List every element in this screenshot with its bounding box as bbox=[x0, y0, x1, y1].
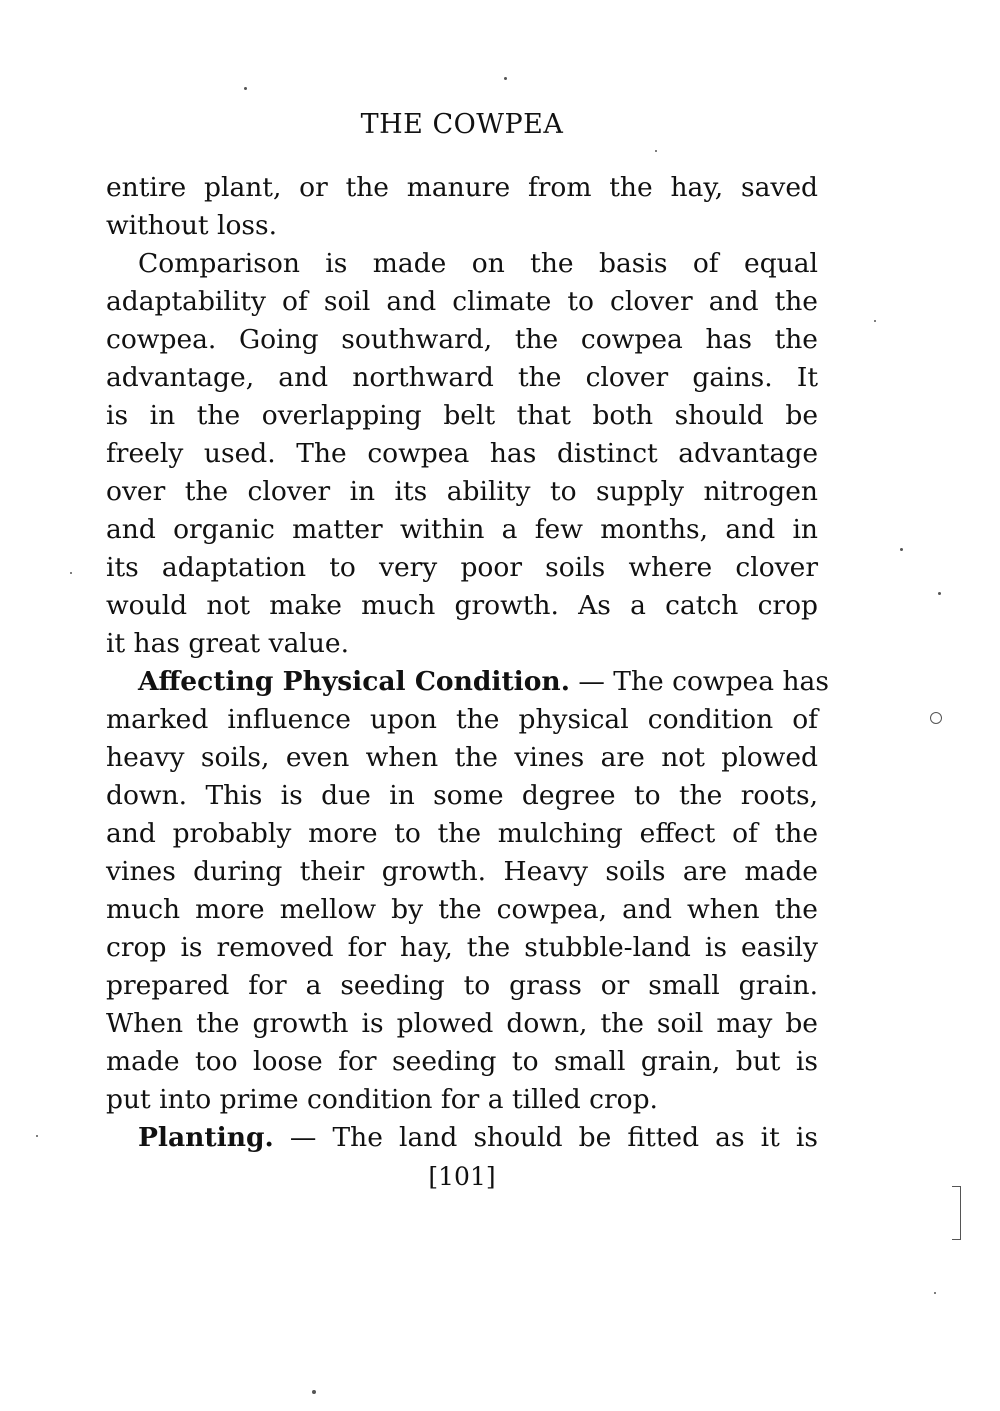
margin-mark bbox=[930, 712, 942, 724]
text-line: down. This is due in some degree to the roots, bbox=[106, 780, 818, 811]
text-line: vines during their growth. Heavy soils are made bbox=[106, 856, 818, 887]
text-line: advantage, and northward the clover gains. It bbox=[106, 362, 818, 393]
scan-speck bbox=[504, 77, 507, 80]
scan-speck bbox=[70, 572, 72, 574]
text-line: its adaptation to very poor soils where clover bbox=[106, 552, 818, 583]
scan-speck bbox=[244, 87, 247, 90]
text-fragment: — The land should be fitted as it is bbox=[273, 1122, 818, 1153]
running-head: THE COWPEA bbox=[360, 109, 564, 140]
section-run-in-heading: Planting. bbox=[138, 1122, 274, 1153]
text-line: over the clover in its ability to supply nitrogen bbox=[106, 476, 818, 507]
paragraph-physical-condition bbox=[106, 663, 829, 1119]
text-line: prepared for a seeding to grass or small grain. bbox=[106, 970, 818, 1001]
text-line: freely used. The cowpea has distinct advantage bbox=[106, 438, 818, 469]
scan-speck bbox=[312, 1390, 316, 1394]
text-line: heavy soils, even when the vines are not plowed bbox=[106, 742, 818, 773]
section-run-in-heading: Affecting Physical Condition. bbox=[138, 666, 570, 697]
text-line: made too loose for seeding to small grain, but is bbox=[106, 1046, 818, 1077]
paragraph-planting bbox=[106, 1119, 818, 1157]
text-line: much more mellow by the cowpea, and when the bbox=[106, 894, 818, 925]
paragraph-comparison bbox=[106, 245, 818, 663]
text-line: marked influence upon the physical condition of bbox=[106, 704, 818, 735]
scan-speck bbox=[900, 548, 903, 551]
text-line: is in the overlapping belt that both should be bbox=[106, 400, 818, 431]
text-line: When the growth is plowed down, the soil may be bbox=[106, 1008, 818, 1039]
text-line: entire plant, or the manure from the hay, saved bbox=[106, 172, 818, 203]
page-number: [101] bbox=[428, 1162, 496, 1191]
text-line: it has great value. bbox=[106, 628, 350, 659]
text-line: without loss. bbox=[106, 210, 278, 241]
text-line bbox=[106, 1119, 818, 1157]
paragraph-continuation bbox=[106, 169, 818, 245]
scan-speck bbox=[36, 1135, 38, 1137]
text-fragment: — The cowpea has bbox=[569, 666, 829, 697]
text-line bbox=[106, 663, 829, 701]
scan-speck bbox=[874, 320, 876, 322]
text-line: cowpea. Going southward, the cowpea has the bbox=[106, 324, 818, 355]
body-text bbox=[106, 169, 829, 1157]
text-line: Comparison is made on the basis of equal bbox=[138, 248, 818, 279]
text-line: and organic matter within a few months, and in bbox=[106, 514, 818, 545]
scan-speck bbox=[655, 150, 657, 152]
text-line: crop is removed for hay, the stubble-land is easily bbox=[106, 932, 818, 963]
margin-mark bbox=[952, 1186, 961, 1240]
text-line: and probably more to the mulching effect of the bbox=[106, 818, 818, 849]
text-line: would not make much growth. As a catch crop bbox=[106, 590, 818, 621]
scan-speck bbox=[938, 592, 941, 595]
text-line: put into prime condition for a tilled crop. bbox=[106, 1084, 658, 1115]
scan-speck bbox=[934, 1292, 936, 1294]
text-line: adaptability of soil and climate to clover and the bbox=[106, 286, 818, 317]
